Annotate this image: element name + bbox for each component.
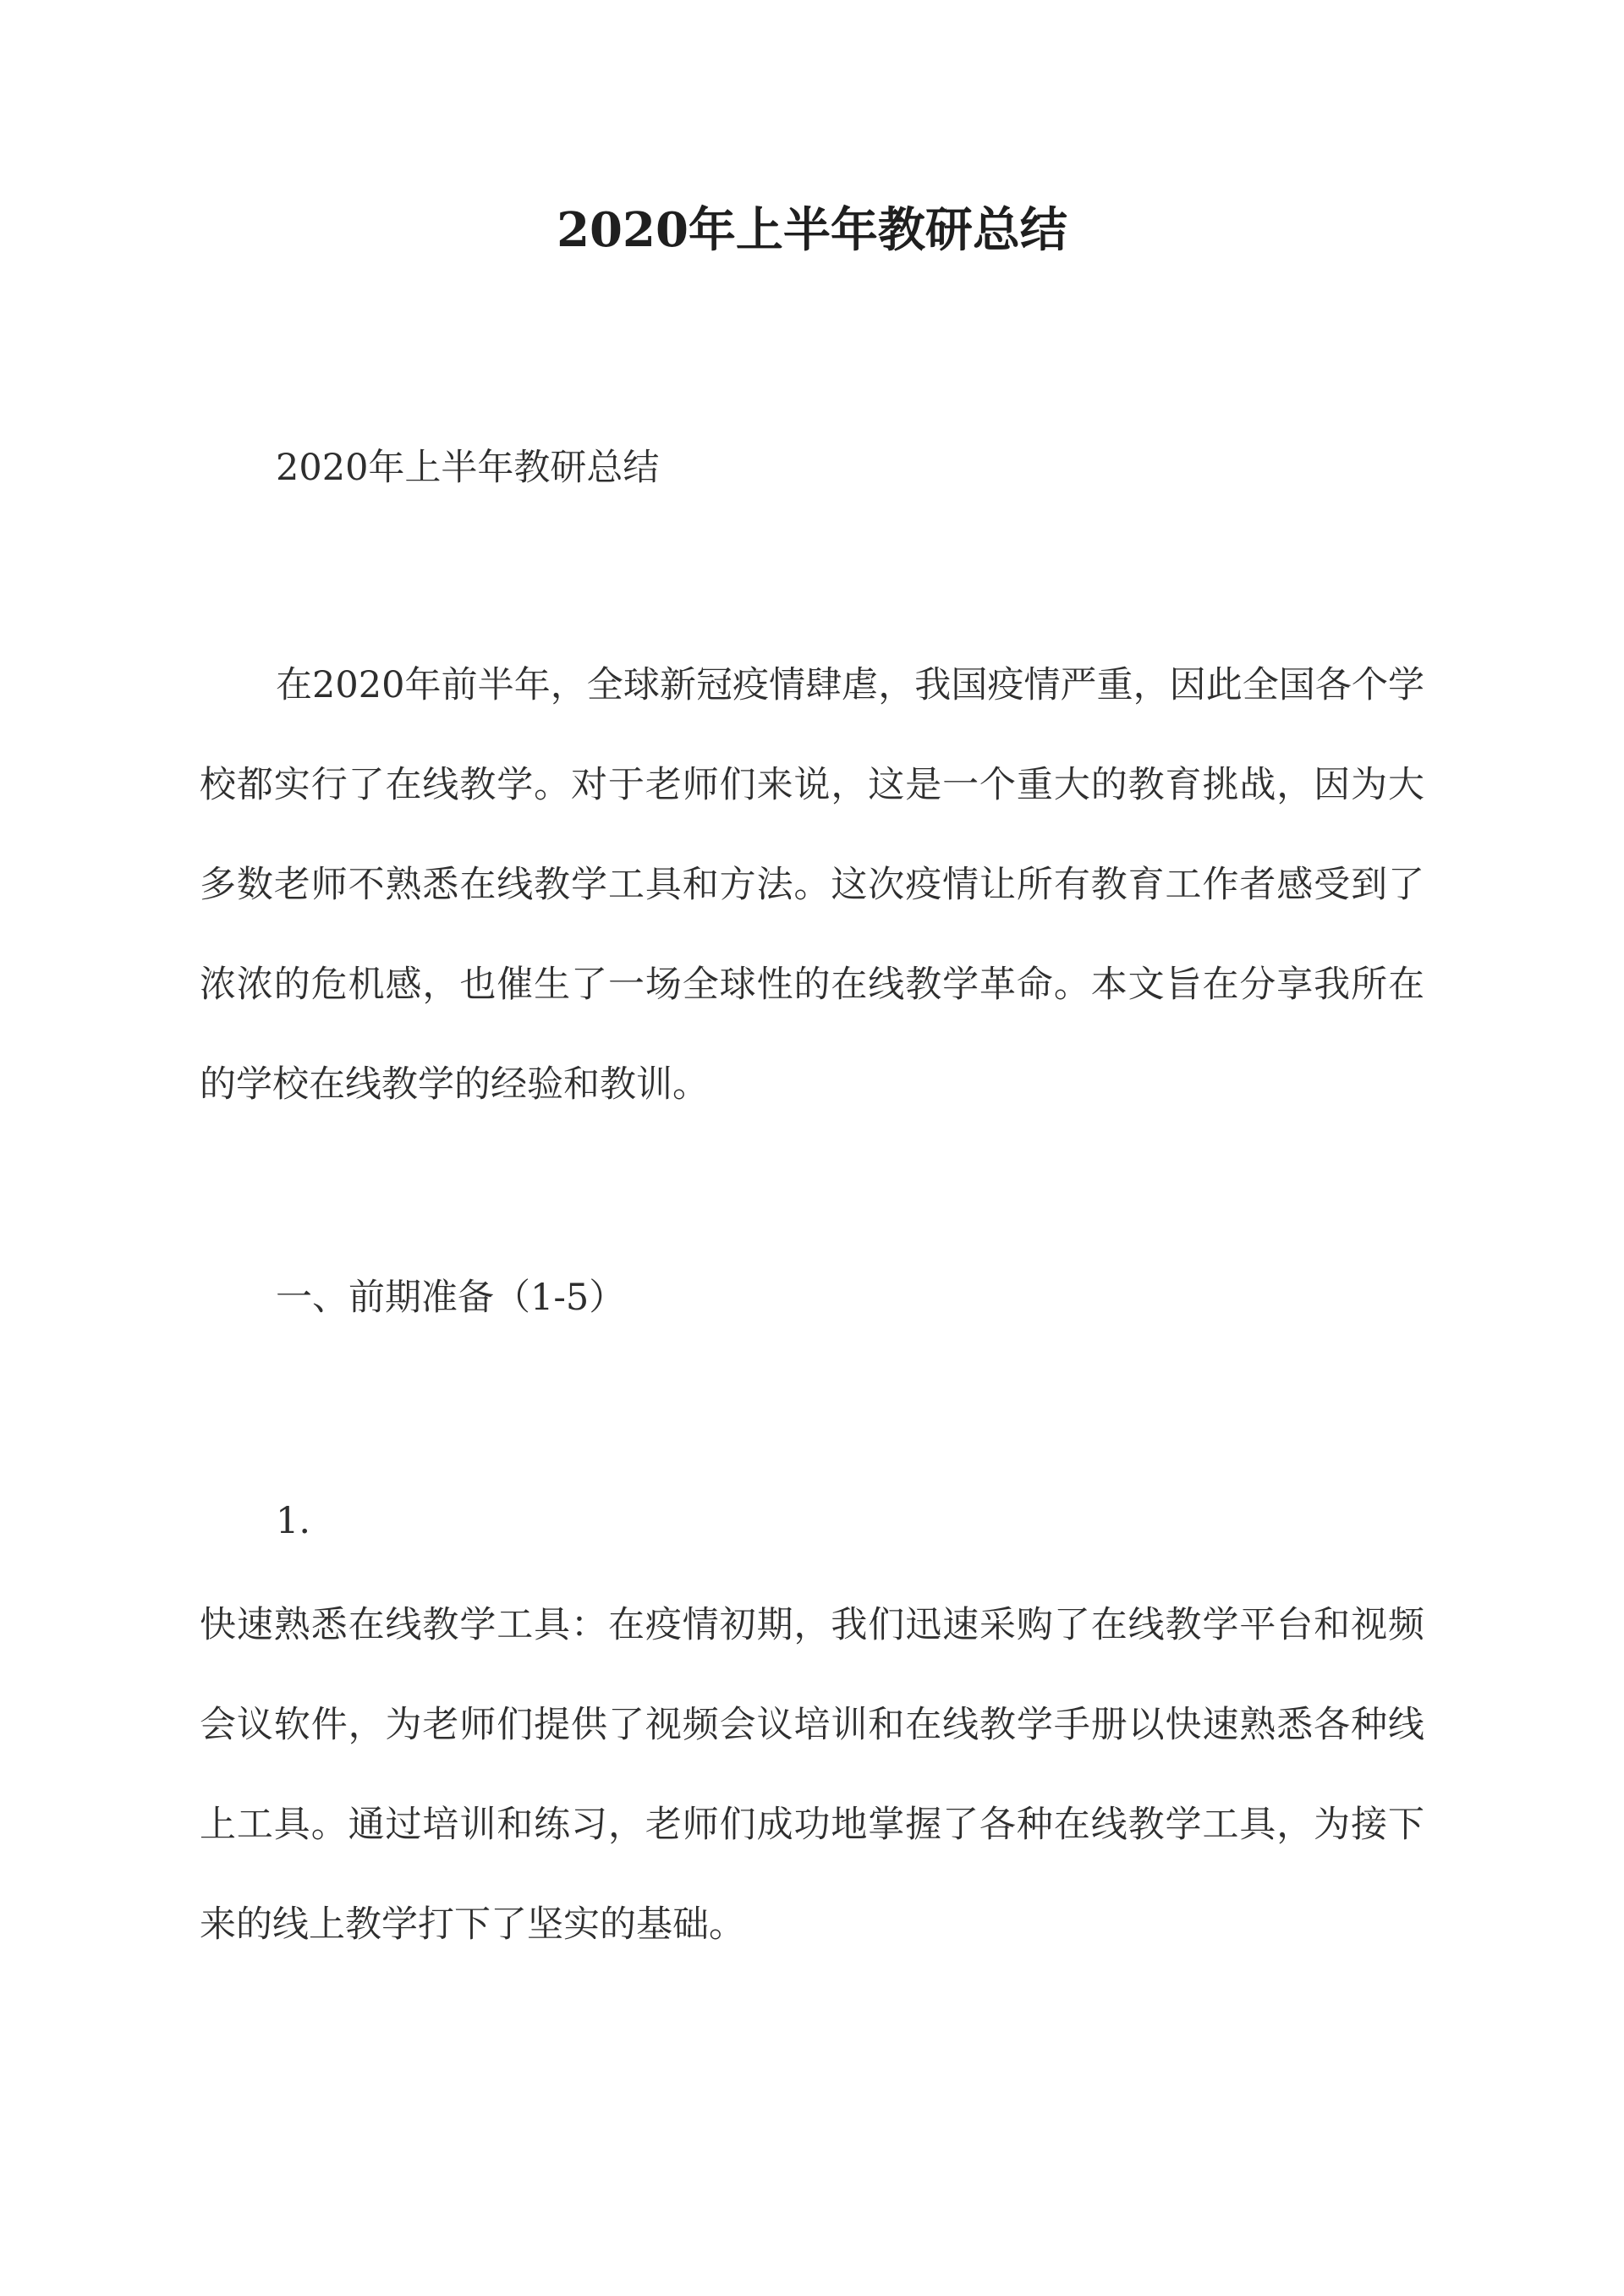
list-item-number: 1.: [276, 1500, 311, 1542]
list-item-body: 快速熟悉在线教学工具：在疫情初期，我们迅速采购了在线教学平台和视频会议软件，为老师们提供了视频会议培训和在线教学手册以快速熟悉各种线上工具。通过培训和练习，老师们成功地掌握了各种在线教学工具，为接下来的线上教学打下了坚实的基础。: [200, 1604, 1424, 1946]
intro-paragraph: 在2020年前半年，全球新冠疫情肆虐，我国疫情严重，因此全国各个学校都实行了在线教学。对于老师们来说，这是一个重大的教育挑战，因为大多数老师不熟悉在线教学工具和方法。这次疫情让所有教育工作者感受到了浓浓的危机感，也催生了一场全球性的在线教学革命。本文旨在分享我所在的学校在线教学的经验和教训。: [200, 664, 1424, 1106]
section-heading-preparation: 一、前期准备（1-5）: [276, 1277, 626, 1319]
document-subtitle: 2020年上半年教研总结: [276, 447, 660, 489]
document-title: 2020年上半年教研总结: [557, 202, 1067, 258]
